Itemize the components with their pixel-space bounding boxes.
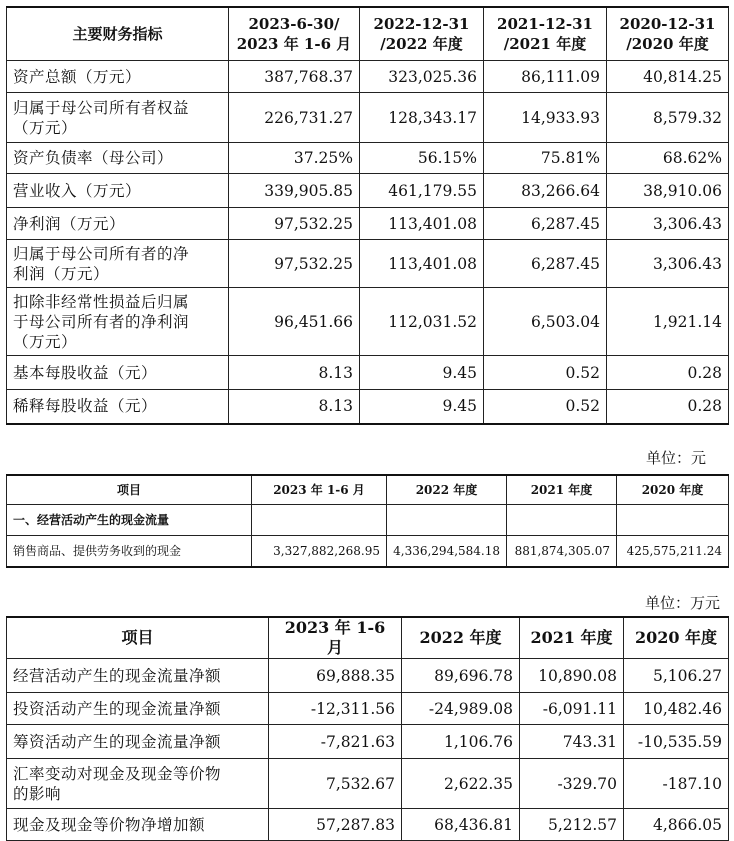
value-cell: 57,287.83 [269, 809, 402, 841]
table-row [7, 143, 729, 174]
value-cell: 10,482.46 [624, 693, 729, 725]
table-row [7, 356, 729, 390]
value-cell: 743.31 [520, 725, 624, 759]
value-cell: 0.52 [484, 356, 607, 390]
table-row [7, 288, 729, 356]
value-cell: 3,306.43 [607, 208, 729, 240]
value-cell: 6,287.45 [484, 208, 607, 240]
value-cell: 3,327,882,268.95 [252, 536, 387, 568]
table-row [7, 725, 729, 759]
row-label: 稀释每股收益（元） [7, 390, 229, 424]
value-cell: 2,622.35 [402, 759, 520, 809]
value-cell: 0.28 [607, 356, 729, 390]
value-cell: 6,287.45 [484, 240, 607, 288]
header-cell: 2023-6-30/ 2023 年 1-6 月 [229, 7, 360, 61]
value-cell: 86,111.09 [484, 61, 607, 93]
table-row [7, 61, 729, 93]
value-cell: 387,768.37 [229, 61, 360, 93]
value-cell: 68.62% [607, 143, 729, 174]
header-cell: 2020 年度 [624, 617, 729, 659]
value-cell: 112,031.52 [360, 288, 484, 356]
value-cell: 6,503.04 [484, 288, 607, 356]
value-cell: -10,535.59 [624, 725, 729, 759]
row-label: 资产负债率（母公司） [7, 143, 229, 174]
row-label: 资产总额（万元） [7, 61, 229, 93]
table-row [7, 174, 729, 208]
value-cell: 69,888.35 [269, 659, 402, 693]
table-row [7, 693, 729, 725]
value-cell: 9.45 [360, 390, 484, 424]
value-cell: 14,933.93 [484, 93, 607, 143]
value-cell: 3,306.43 [607, 240, 729, 288]
header-cell: 2020-12-31 /2020 年度 [607, 7, 729, 61]
row-label: 筹资活动产生的现金流量净额 [7, 725, 269, 759]
empty-cell [617, 505, 729, 536]
value-cell: 226,731.27 [229, 93, 360, 143]
row-label: 归属于母公司所有者的净 利润（万元） [7, 240, 229, 288]
value-cell: 881,874,305.07 [507, 536, 617, 568]
header-cell: 2021-12-31 /2021 年度 [484, 7, 607, 61]
financial-indicators-table [6, 6, 729, 425]
row-label: 投资活动产生的现金流量净额 [7, 693, 269, 725]
cash-flow-summary-table [6, 616, 729, 841]
header-cell: 项目 [7, 617, 269, 659]
row-label: 净利润（万元） [7, 208, 229, 240]
value-cell: 83,266.64 [484, 174, 607, 208]
table-row [7, 809, 729, 841]
value-cell: 97,532.25 [229, 208, 360, 240]
value-cell: 40,814.25 [607, 61, 729, 93]
row-label: 汇率变动对现金及现金等价物 的影响 [7, 759, 269, 809]
table-row [7, 659, 729, 693]
unit-label-wanyuan: 单位：万元 [644, 594, 720, 612]
empty-cell [387, 505, 507, 536]
value-cell: 1,921.14 [607, 288, 729, 356]
header-cell: 2021 年度 [507, 475, 617, 505]
value-cell: -6,091.11 [520, 693, 624, 725]
table-row [7, 390, 729, 424]
header-cell: 2023 年 1-6 月 [252, 475, 387, 505]
header-cell: 主要财务指标 [7, 7, 229, 61]
header-cell: 2021 年度 [520, 617, 624, 659]
table-row [7, 208, 729, 240]
header-cell: 2023 年 1-6 月 [269, 617, 402, 659]
value-cell: 4,336,294,584.18 [387, 536, 507, 568]
row-label: 扣除非经常性损益后归属 于母公司所有者的净利润 （万元） [7, 288, 229, 356]
table-header-row [7, 617, 729, 659]
value-cell: -24,989.08 [402, 693, 520, 725]
row-label: 经营活动产生的现金流量净额 [7, 659, 269, 693]
row-label: 营业收入（万元） [7, 174, 229, 208]
table-row [7, 759, 729, 809]
value-cell: 7,532.67 [269, 759, 402, 809]
cash-flow-detail-table [6, 474, 729, 568]
value-cell: -329.70 [520, 759, 624, 809]
value-cell: -187.10 [624, 759, 729, 809]
table-row [7, 240, 729, 288]
value-cell: -12,311.56 [269, 693, 402, 725]
row-label: 现金及现金等价物净增加额 [7, 809, 269, 841]
value-cell: 9.45 [360, 356, 484, 390]
value-cell: 113,401.08 [360, 240, 484, 288]
row-label: 归属于母公司所有者权益 （万元） [7, 93, 229, 143]
empty-cell [252, 505, 387, 536]
value-cell: 128,343.17 [360, 93, 484, 143]
header-cell: 2020 年度 [617, 475, 729, 505]
value-cell: 10,890.08 [520, 659, 624, 693]
value-cell: 8,579.32 [607, 93, 729, 143]
unit-label-yuan: 单位：元 [645, 449, 706, 467]
table-header-row [7, 7, 729, 61]
value-cell: 0.28 [607, 390, 729, 424]
value-cell: 68,436.81 [402, 809, 520, 841]
header-cell: 2022-12-31 /2022 年度 [360, 7, 484, 61]
value-cell: 5,106.27 [624, 659, 729, 693]
header-cell: 项目 [7, 475, 252, 505]
value-cell: 96,451.66 [229, 288, 360, 356]
header-cell: 2022 年度 [402, 617, 520, 659]
table-row [7, 536, 729, 568]
value-cell: 8.13 [229, 390, 360, 424]
value-cell: 5,212.57 [520, 809, 624, 841]
value-cell: 0.52 [484, 390, 607, 424]
value-cell: 1,106.76 [402, 725, 520, 759]
value-cell: 8.13 [229, 356, 360, 390]
row-label: 基本每股收益（元） [7, 356, 229, 390]
value-cell: 4,866.05 [624, 809, 729, 841]
value-cell: 37.25% [229, 143, 360, 174]
header-cell: 2022 年度 [387, 475, 507, 505]
section-row [7, 505, 729, 536]
value-cell: 97,532.25 [229, 240, 360, 288]
value-cell: 113,401.08 [360, 208, 484, 240]
value-cell: 425,575,211.24 [617, 536, 729, 568]
value-cell: 339,905.85 [229, 174, 360, 208]
value-cell: 38,910.06 [607, 174, 729, 208]
value-cell: 56.15% [360, 143, 484, 174]
section-label: 一、经营活动产生的现金流量 [7, 505, 252, 536]
empty-cell [507, 505, 617, 536]
table-row [7, 93, 729, 143]
value-cell: 89,696.78 [402, 659, 520, 693]
table-header-row [7, 475, 729, 505]
value-cell: 323,025.36 [360, 61, 484, 93]
value-cell: -7,821.63 [269, 725, 402, 759]
value-cell: 461,179.55 [360, 174, 484, 208]
value-cell: 75.81% [484, 143, 607, 174]
row-label: 销售商品、提供劳务收到的现金 [7, 536, 252, 568]
